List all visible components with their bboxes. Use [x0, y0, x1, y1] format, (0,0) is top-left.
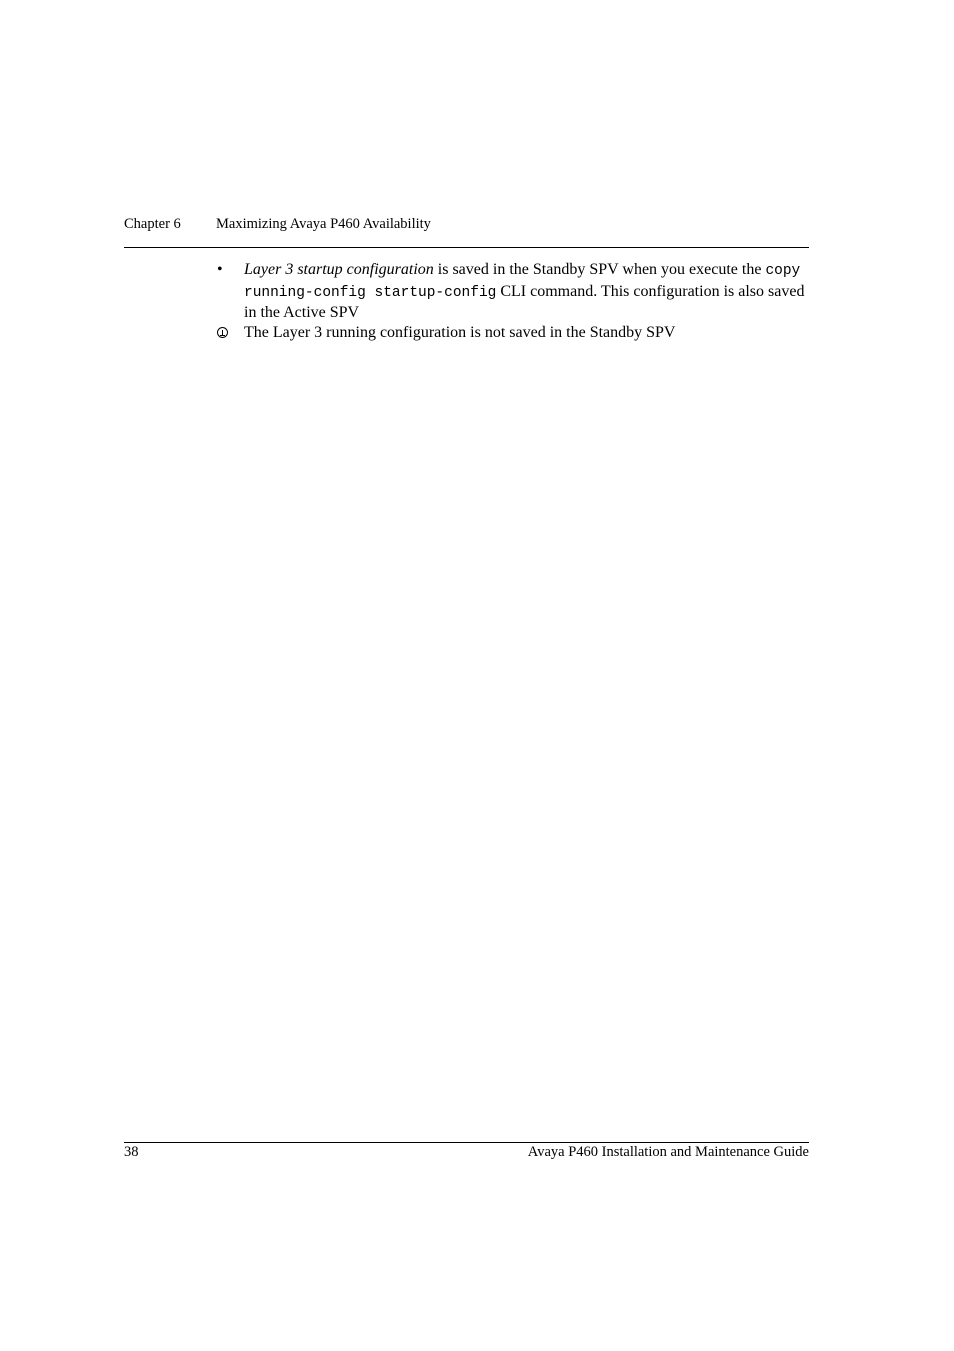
- page-footer: [124, 1144, 809, 1164]
- page-content: [216, 260, 816, 342]
- chapter-label: Chapter 6: [124, 216, 181, 232]
- chapter-title: Maximizing Avaya P460 Availability: [216, 216, 431, 232]
- guide-title: Avaya P460 Installation and Maintenance Guide: [527, 1144, 809, 1160]
- note-item: [216, 323, 816, 343]
- cli-command: copy running-config startup-config: [244, 263, 801, 301]
- header-divider: [124, 247, 809, 248]
- bullet-marker: •: [217, 261, 223, 278]
- footer-divider: [124, 1142, 809, 1143]
- bullet-item: [216, 260, 816, 323]
- bullet-italic-lead: Layer 3 startup configuration: [244, 261, 434, 278]
- note-text: The Layer 3 running configuration is not saved in the Standby SPV: [244, 323, 676, 341]
- page-number: 38: [124, 1144, 139, 1160]
- info-icon: [217, 327, 228, 338]
- bullet-text-1: is saved in the Standby SPV when you execute the: [433, 261, 766, 278]
- bullet-text-2: CLI command. This configuration is also saved in the Active SPV: [244, 282, 805, 321]
- page-header: [124, 216, 809, 236]
